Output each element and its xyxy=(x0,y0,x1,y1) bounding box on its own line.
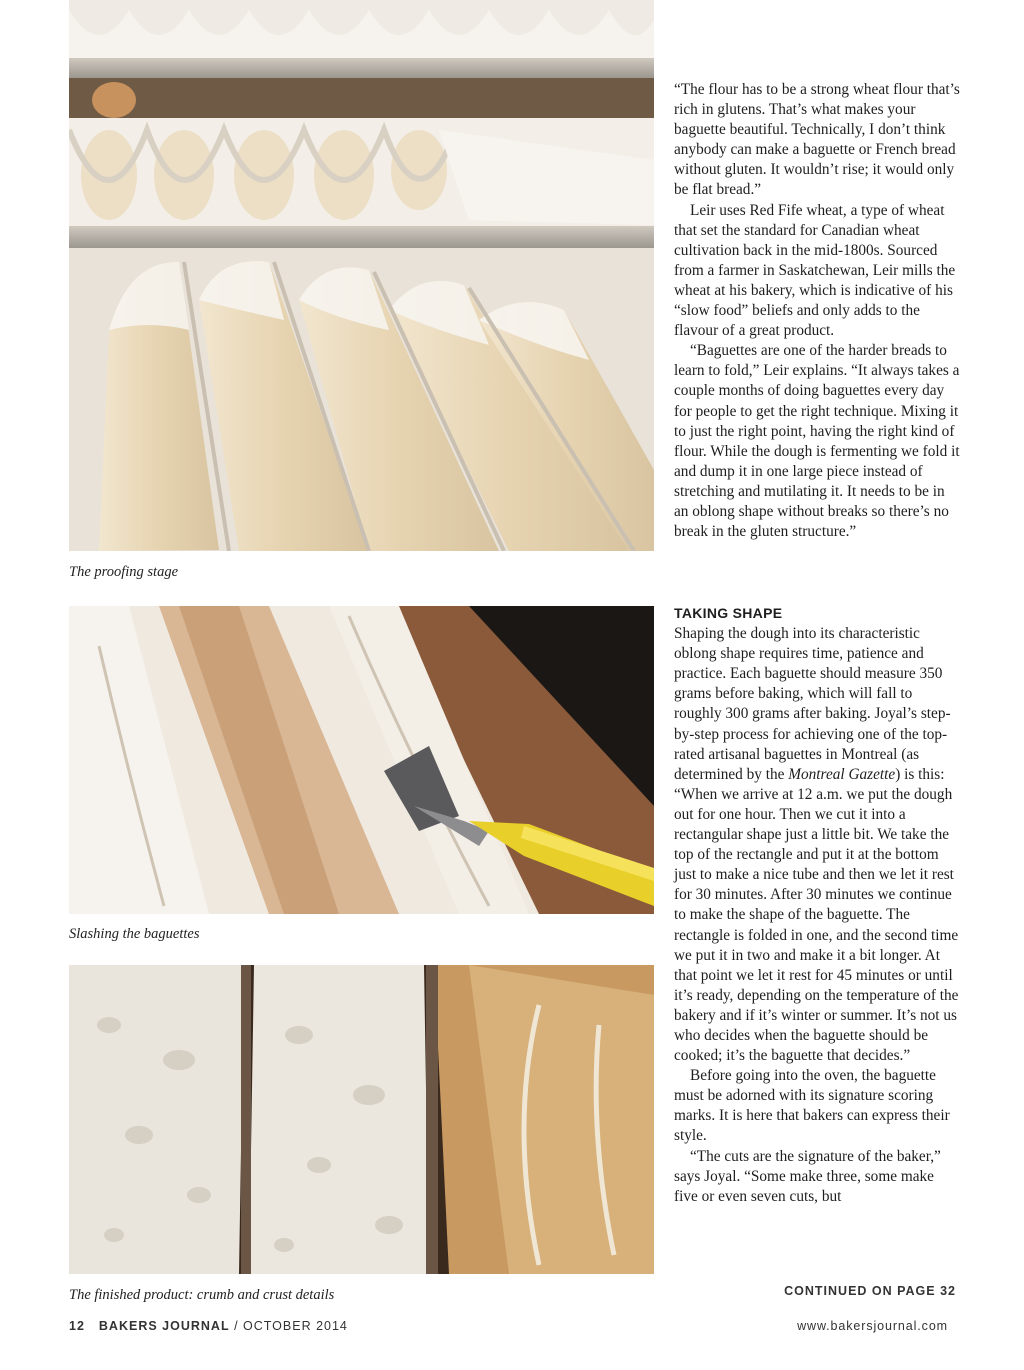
page-footer xyxy=(69,1319,348,1333)
article-paragraph xyxy=(674,624,960,1066)
photo-proofing-stage xyxy=(69,0,654,551)
article-column-bottom xyxy=(674,603,960,1207)
photo-slashing-baguettes xyxy=(69,606,654,914)
paragraph-text: ) is this: “When we arrive at 12 a.m. we put the dough out for one hour. Then we cut it into a rectangular shape just a little bit. We take the top of the rectangle and put it at the bottom just to make a nice tube and then we let it rest for 30 minutes. After 30 minutes we continue to make the shape of the baguette. The rectangle is folded in one, and the second time we put it in two and make it a bit longer. At that point we let it rest for 45 minutes or until it’s ready, depending on the temperature of the bakery and if it’s winter or summer. It’s not us who decides when the baguette should be cooked; it’s the baguette that decides.” xyxy=(674,765,959,1065)
article-column-top xyxy=(674,80,960,542)
article-paragraph: “The cuts are the signature of the baker,” says Joyal. “Some make three, some make five or even seven cuts, but xyxy=(674,1147,941,1205)
article-paragraph: Before going into the oven, the baguette must be adorned with its signature scoring marks. It is here that bakers can express their style. xyxy=(674,1067,950,1145)
website-url: www.bakersjournal.com xyxy=(797,1319,948,1333)
article-paragraph: “The flour has to be a strong wheat flour that’s rich in glutens. That’s what makes your baguette beautiful. Technically, I don’t think anybody can make a baguette or French bread without gluten. It wouldn’t rise; it would only be flat bread.” xyxy=(674,81,960,199)
article-paragraph: “Baguettes are one of the harder breads to learn to fold,” Leir explains. “It always takes a couple months of doing baguettes every day for people to get the right technique. Mixing it to just the right point, having the right kind of flour. While the dough is fermenting we fold it and dump it in one large piece instead of stretching and mutilating it. It needs to be in an oblong shape without breaks so there’s no break in the gluten structure.” xyxy=(674,342,960,541)
paragraph-text: Shaping the dough into its characteristic oblong shape requires time, patience and practice. Each baguette should measure 350 grams before baking, which will fall to roughly 300 grams after baking. Joyal’s step-by-step process for achieving one of the top-rated artisanal baguettes in Montreal (as determined by the xyxy=(674,625,951,783)
page-number: 12 xyxy=(69,1319,85,1333)
issue-date: / OCTOBER 2014 xyxy=(229,1319,348,1333)
section-subhead: TAKING SHAPE xyxy=(674,605,783,621)
photo-finished-product xyxy=(69,965,654,1274)
continued-on-page: CONTINUED ON PAGE 32 xyxy=(784,1284,956,1298)
caption-finished-product: The finished product: crumb and crust details xyxy=(69,1287,335,1303)
publication-name: Montreal Gazette xyxy=(788,765,896,783)
magazine-name: BAKERS JOURNAL xyxy=(98,1319,230,1333)
article-paragraph: Leir uses Red Fife wheat, a type of wheat that set the standard for Canadian wheat cultivation back in the mid-1800s. Sourced from a farmer in Saskatchewan, Leir mills the wheat at his bakery, which is indicative of his “slow food” beliefs and only adds to the flavour of a great product. xyxy=(674,201,956,340)
caption-slashing-baguettes: Slashing the baguettes xyxy=(69,926,200,942)
caption-proofing-stage: The proofing stage xyxy=(69,564,179,580)
